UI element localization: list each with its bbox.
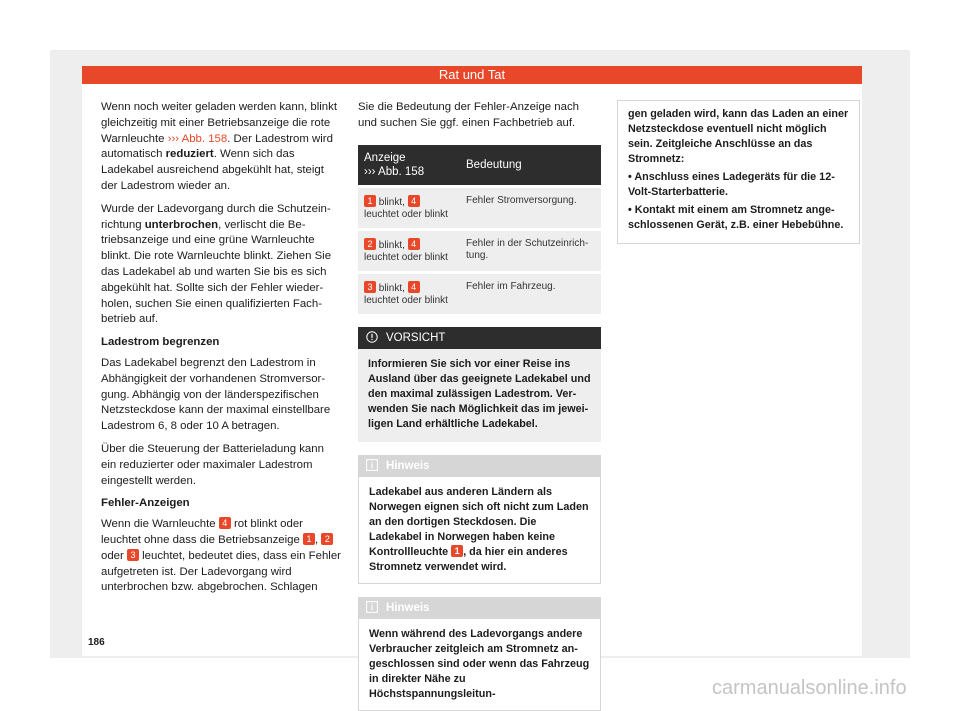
bullet-item: • Anschluss eines Ladegeräts für die 12-Volt-Starterbatterie. [628, 171, 835, 198]
note-title: Hinweis [386, 601, 430, 614]
header-link[interactable]: ››› Abb. 158 [364, 165, 425, 178]
right-column [617, 100, 860, 244]
bold-text: unterbrochen [144, 218, 219, 231]
text: . Wenn sich das Ladekabel ausreichend abgekühlt hat, steigt der Ladestrom wieder an. [101, 148, 324, 192]
table-cell-meaning: Fehler in der Schutzeinrichtung. [460, 231, 601, 271]
text: rot blinkt oder leuchtet ohne dass die Betriebsanzeige [101, 518, 304, 546]
paragraph [101, 517, 341, 596]
table-row [358, 188, 601, 228]
table-header-row [358, 145, 601, 185]
info-square-icon [366, 601, 378, 613]
callout-number: 1 [364, 195, 376, 207]
note-text: gen geladen wird, kann das Laden an einer Netzsteckdose eventuell nicht möglich sein. Zeitgleiche Anschlüsse an das Stromnetz: [628, 108, 849, 165]
callout-number: 3 [127, 549, 139, 561]
text: , da hier ein anderes Stromnetz verwendet wird. [369, 545, 568, 573]
header-text: Anzeige [364, 151, 406, 164]
callout-number: 1 [303, 533, 315, 545]
warning-header [358, 327, 601, 349]
exclamation-circle-icon [366, 331, 378, 343]
paragraph [101, 202, 341, 328]
paragraph: Über die Steuerung der Batterieladung kann ein reduzierter oder maximaler Ladestrom eingestellt werden. [101, 442, 324, 487]
table-cell-indicator [358, 231, 460, 271]
warning-title: VORSICHT [386, 331, 446, 344]
paragraph: Das Ladekabel begrenzt den Ladestrom in Abhängigkeit der vorhandenen Stromversorgung. Abhängig von der länderspezifischen Netzsteckdose kann der maximal einstellbare Ladestrom 6, 8 oder 10 A betragen. [101, 356, 331, 433]
note-title: Hinweis [386, 459, 430, 472]
watermark: carmanualsonline.info [712, 677, 907, 699]
callout-number: 1 [451, 545, 463, 557]
warning-box [358, 327, 601, 442]
cell-text: blinkt, [376, 282, 408, 294]
table-row [358, 231, 601, 271]
text: Ladekabel aus anderen Ländern als Norwegen eignen sich oft nicht zum Laden an den dortigen Steckdosen. Die Ladekabel in Norwegen haben keine Kontrollleuchte [369, 485, 589, 558]
text: , verlischt die Betriebsanzeige und eine grüne Warnleuchte blinkt. Die rote Warnleuchte blinkt. Ziehen Sie das Ladekabel ab und warten Sie bis es sich abgekühlt hat. Sollte sich der Fehler wiederholen, suchen Sie einen qualifizierten Fachbetrieb auf. [101, 218, 332, 326]
left-column [101, 100, 341, 603]
callout-number: 2 [364, 238, 376, 250]
paragraph: Sie die Bedeutung der Fehler-Anzeige nach und suchen Sie ggf. einen Fachbetrieb auf. [358, 101, 579, 129]
table-row [358, 274, 601, 314]
column-header-anzeige [358, 145, 460, 185]
middle-column [358, 100, 601, 711]
section-header: Rat und Tat [82, 66, 862, 84]
text: Wurde der Ladevorgang durch die Schutzeinrichtung [101, 202, 331, 231]
subheading: Ladestrom begrenzen [101, 336, 220, 349]
callout-number: 4 [408, 195, 420, 207]
text: . Der Ladestrom wird automatisch [101, 132, 333, 161]
text: oder [101, 549, 127, 562]
subheading: Fehler-Anzeigen [101, 497, 190, 510]
page-number: 186 [88, 637, 105, 648]
note-text [358, 477, 601, 584]
callout-number: 2 [321, 533, 333, 545]
text: leuchtet, bedeutet dies, dass ein Fehler aufgetreten ist. Der Ladevorgang wird unterbrochen bzw. abgebrochen. Schlagen [101, 549, 341, 594]
cell-text: leuchtet oder blinkt [364, 294, 448, 306]
callout-number: 4 [219, 517, 231, 529]
callout-number: 4 [408, 238, 420, 250]
text: Wenn die Warnleuchte [101, 518, 219, 531]
info-square-icon [366, 459, 378, 471]
cell-text: blinkt, [376, 196, 408, 208]
text: Wenn noch weiter geladen werden kann, blinkt gleichzeitig mit einer Betriebsanzeige die rote Warnleuchte [101, 101, 337, 145]
callout-number: 3 [364, 281, 376, 293]
bold-text: reduziert [165, 148, 214, 161]
note-text: Wenn während des Ladevorgangs andere Verbraucher zeitgleich am Stromnetz angeschlossen sind oder wenn das Fahrzeug in direkter Nähe zu Höchstspannungsleitun- [358, 619, 601, 711]
callout-number: 4 [408, 281, 420, 293]
text: , [315, 533, 319, 546]
note-box [358, 455, 601, 584]
table-cell-indicator [358, 188, 460, 228]
note-header [358, 597, 601, 619]
note-header [358, 455, 601, 477]
column-header-bedeutung: Bedeutung [460, 145, 601, 185]
table-cell-meaning: Fehler im Fahrzeug. [460, 274, 601, 314]
bullet-item: • Kontakt mit einem am Stromnetz angeschlossenen Gerät, z.B. einer Hebebühne. [628, 204, 844, 231]
note-continuation [617, 100, 860, 244]
error-table [358, 142, 601, 317]
note-box [358, 597, 601, 711]
paragraph [101, 100, 341, 195]
cell-text: leuchtet oder blinkt [364, 208, 448, 220]
cell-text: leuchtet oder blinkt [364, 251, 448, 263]
figure-link[interactable]: ››› Abb. 158 [167, 132, 228, 145]
table-cell-meaning: Fehler Stromversorgung. [460, 188, 601, 228]
warning-text: Informieren Sie sich vor einer Reise ins Ausland über das geeignete Ladekabel und den maximal zulässigen Ladestrom. Verwenden Sie nach Möglichkeit das im jeweiligen Land erhältliche Ladekabel. [358, 349, 601, 442]
cell-text: blinkt, [376, 239, 408, 251]
table-cell-indicator [358, 274, 460, 314]
